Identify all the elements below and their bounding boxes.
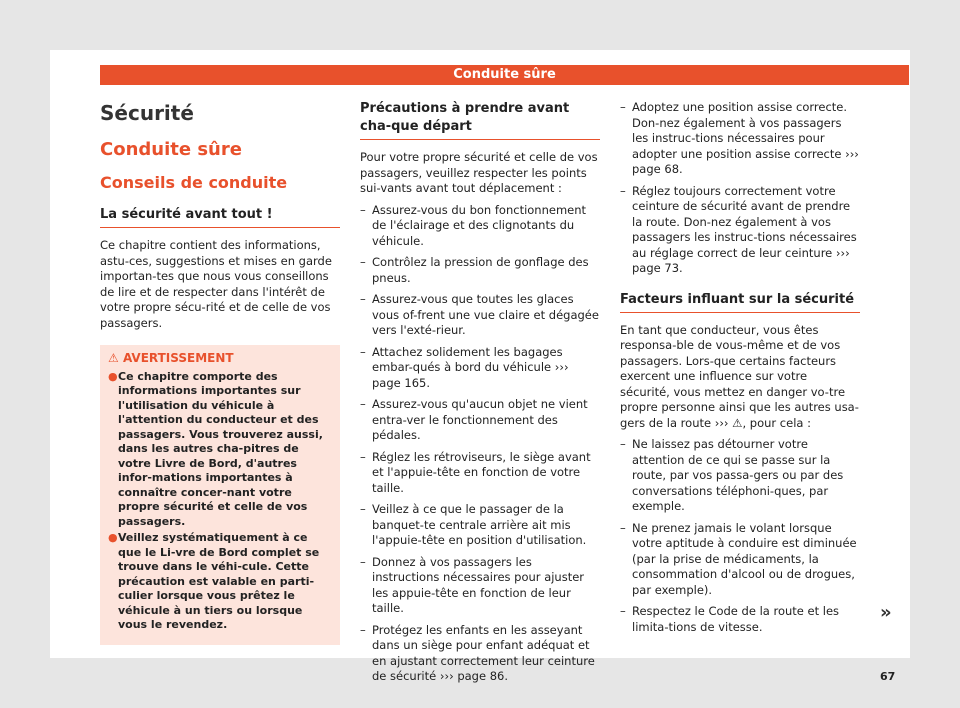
section-banner: Conduite sûre: [100, 65, 909, 85]
subsection-title: La sécurité avant tout !: [100, 206, 340, 228]
list-item: – Réglez toujours correctement votre ceinture de sécurité avant de prendre la route. Don-nez également à vos passagers les instruc-tions nécessaires au réglage correct de leur ceinture ››› page 73.: [620, 184, 860, 277]
page-number: 67: [880, 670, 896, 683]
list-item: – Donnez à vos passagers les instructions nécessaires pour ajuster les appuie-tête en fonction de leur taille.: [360, 555, 600, 617]
section-heading: Facteurs influant sur la sécurité: [620, 291, 860, 313]
continue-mark: »: [880, 602, 892, 623]
list-item: – Adoptez une position assise correcte. Don-nez également à vos passagers les instruc-tions nécessaires pour adopter une position assise correcte ››› page 68.: [620, 100, 860, 178]
list-item: – Assurez-vous du bon fonctionnement de l'éclairage et des clignotants du véhicule.: [360, 203, 600, 250]
warning-title: ⚠ AVERTISSEMENT: [108, 351, 234, 365]
checklist-continued: [620, 100, 860, 277]
bullet-icon: ●: [108, 531, 118, 544]
section-title: Conseils de conduite: [100, 173, 288, 192]
list-item: – Respectez le Code de la route et les limita-tions de vitesse.: [620, 604, 860, 635]
intro-paragraph: Pour votre propre sécurité et celle de vos passagers, veuillez respecter les points sui-vants avant tout déplacement :: [360, 150, 598, 195]
column-middle: [360, 100, 600, 691]
list-item: – Contrôlez la pression de gonflage des pneus.: [360, 255, 600, 286]
list-item: – Protégez les enfants en les asseyant dans un siège pour enfant adéquat et en ajustant correctement leur ceinture de sécurité ››› page 86.: [360, 623, 600, 685]
chapter-title: Conduite sûre: [100, 139, 242, 160]
list-item: – Attachez solidement les bagages embar-qués à bord du véhicule ››› page 165.: [360, 345, 600, 392]
list-item: – Réglez les rétroviseurs, le siège avant et l'appuie-tête en fonction de votre taille.: [360, 450, 600, 497]
page-title: Sécurité: [100, 101, 194, 125]
bullet-icon: ●: [108, 369, 118, 383]
warning-item: ● Veillez systématiquement à ce que le Li-vre de Bord complet se trouve dans le véhi-cule. Cette précaution est valable en parti-culier lorsque vous prêtez le véhicule à un tiers ou lorsque vous le revendez.: [108, 531, 320, 631]
column-left: [100, 100, 340, 645]
warning-box: [100, 345, 340, 645]
list-item: – Ne prenez jamais le volant lorsque votre aptitude à conduire est diminuée (par la prise de médicaments, la consommation d'alcool ou de drogues, par exemple).: [620, 521, 860, 599]
section-heading: Précautions à prendre avant cha-que départ: [360, 100, 600, 140]
intro-paragraph: En tant que conducteur, vous êtes responsa-ble de vous-même et de vos passagers. Lors-que certains facteurs exercent une influence sur votre sécurité, vous mettez en danger vo-tre propre personne ainsi que les autres usa-gers de la route ››› ⚠, pour cela :: [620, 322, 859, 430]
list-item: – Assurez-vous que toutes les glaces vous of-frent une vue claire et dégagée vers l'exté-rieur.: [360, 292, 600, 339]
column-right: [620, 100, 860, 641]
warning-item: ● Ce chapitre comporte des informations importantes sur l'utilisation du véhicule à l'attention du conducteur et des passagers. Vous trouverez aussi, dans les autres cha-pitres de votre Livre de Bord, d'autres infor-mations importantes à connaître concer-nant votre propre sécurité et celle de vos passagers.: [108, 369, 323, 528]
page: [50, 50, 910, 683]
list-item: – Assurez-vous qu'aucun objet ne vient entra-ver le fonctionnement des pédales.: [360, 397, 600, 444]
intro-paragraph: Ce chapitre contient des informations, astu-ces, suggestions et mises en garde importan-tes que nous vous conseillons de lire et de respecter dans l'intérêt de votre propre sécu-rité et de celle de vos passagers.: [100, 238, 332, 330]
checklist: [360, 203, 600, 685]
list-item: – Ne laissez pas détourner votre attention de ce qui se passe sur la route, par vos passa-gers ou par des conversations téléphoni-ques, par exemple.: [620, 437, 860, 515]
warning-icon: ⚠: [108, 351, 123, 365]
checklist: [620, 437, 860, 635]
list-item: – Veillez à ce que le passager de la banquet-te centrale arrière ait mis l'appuie-tête en position d'utilisation.: [360, 502, 600, 549]
